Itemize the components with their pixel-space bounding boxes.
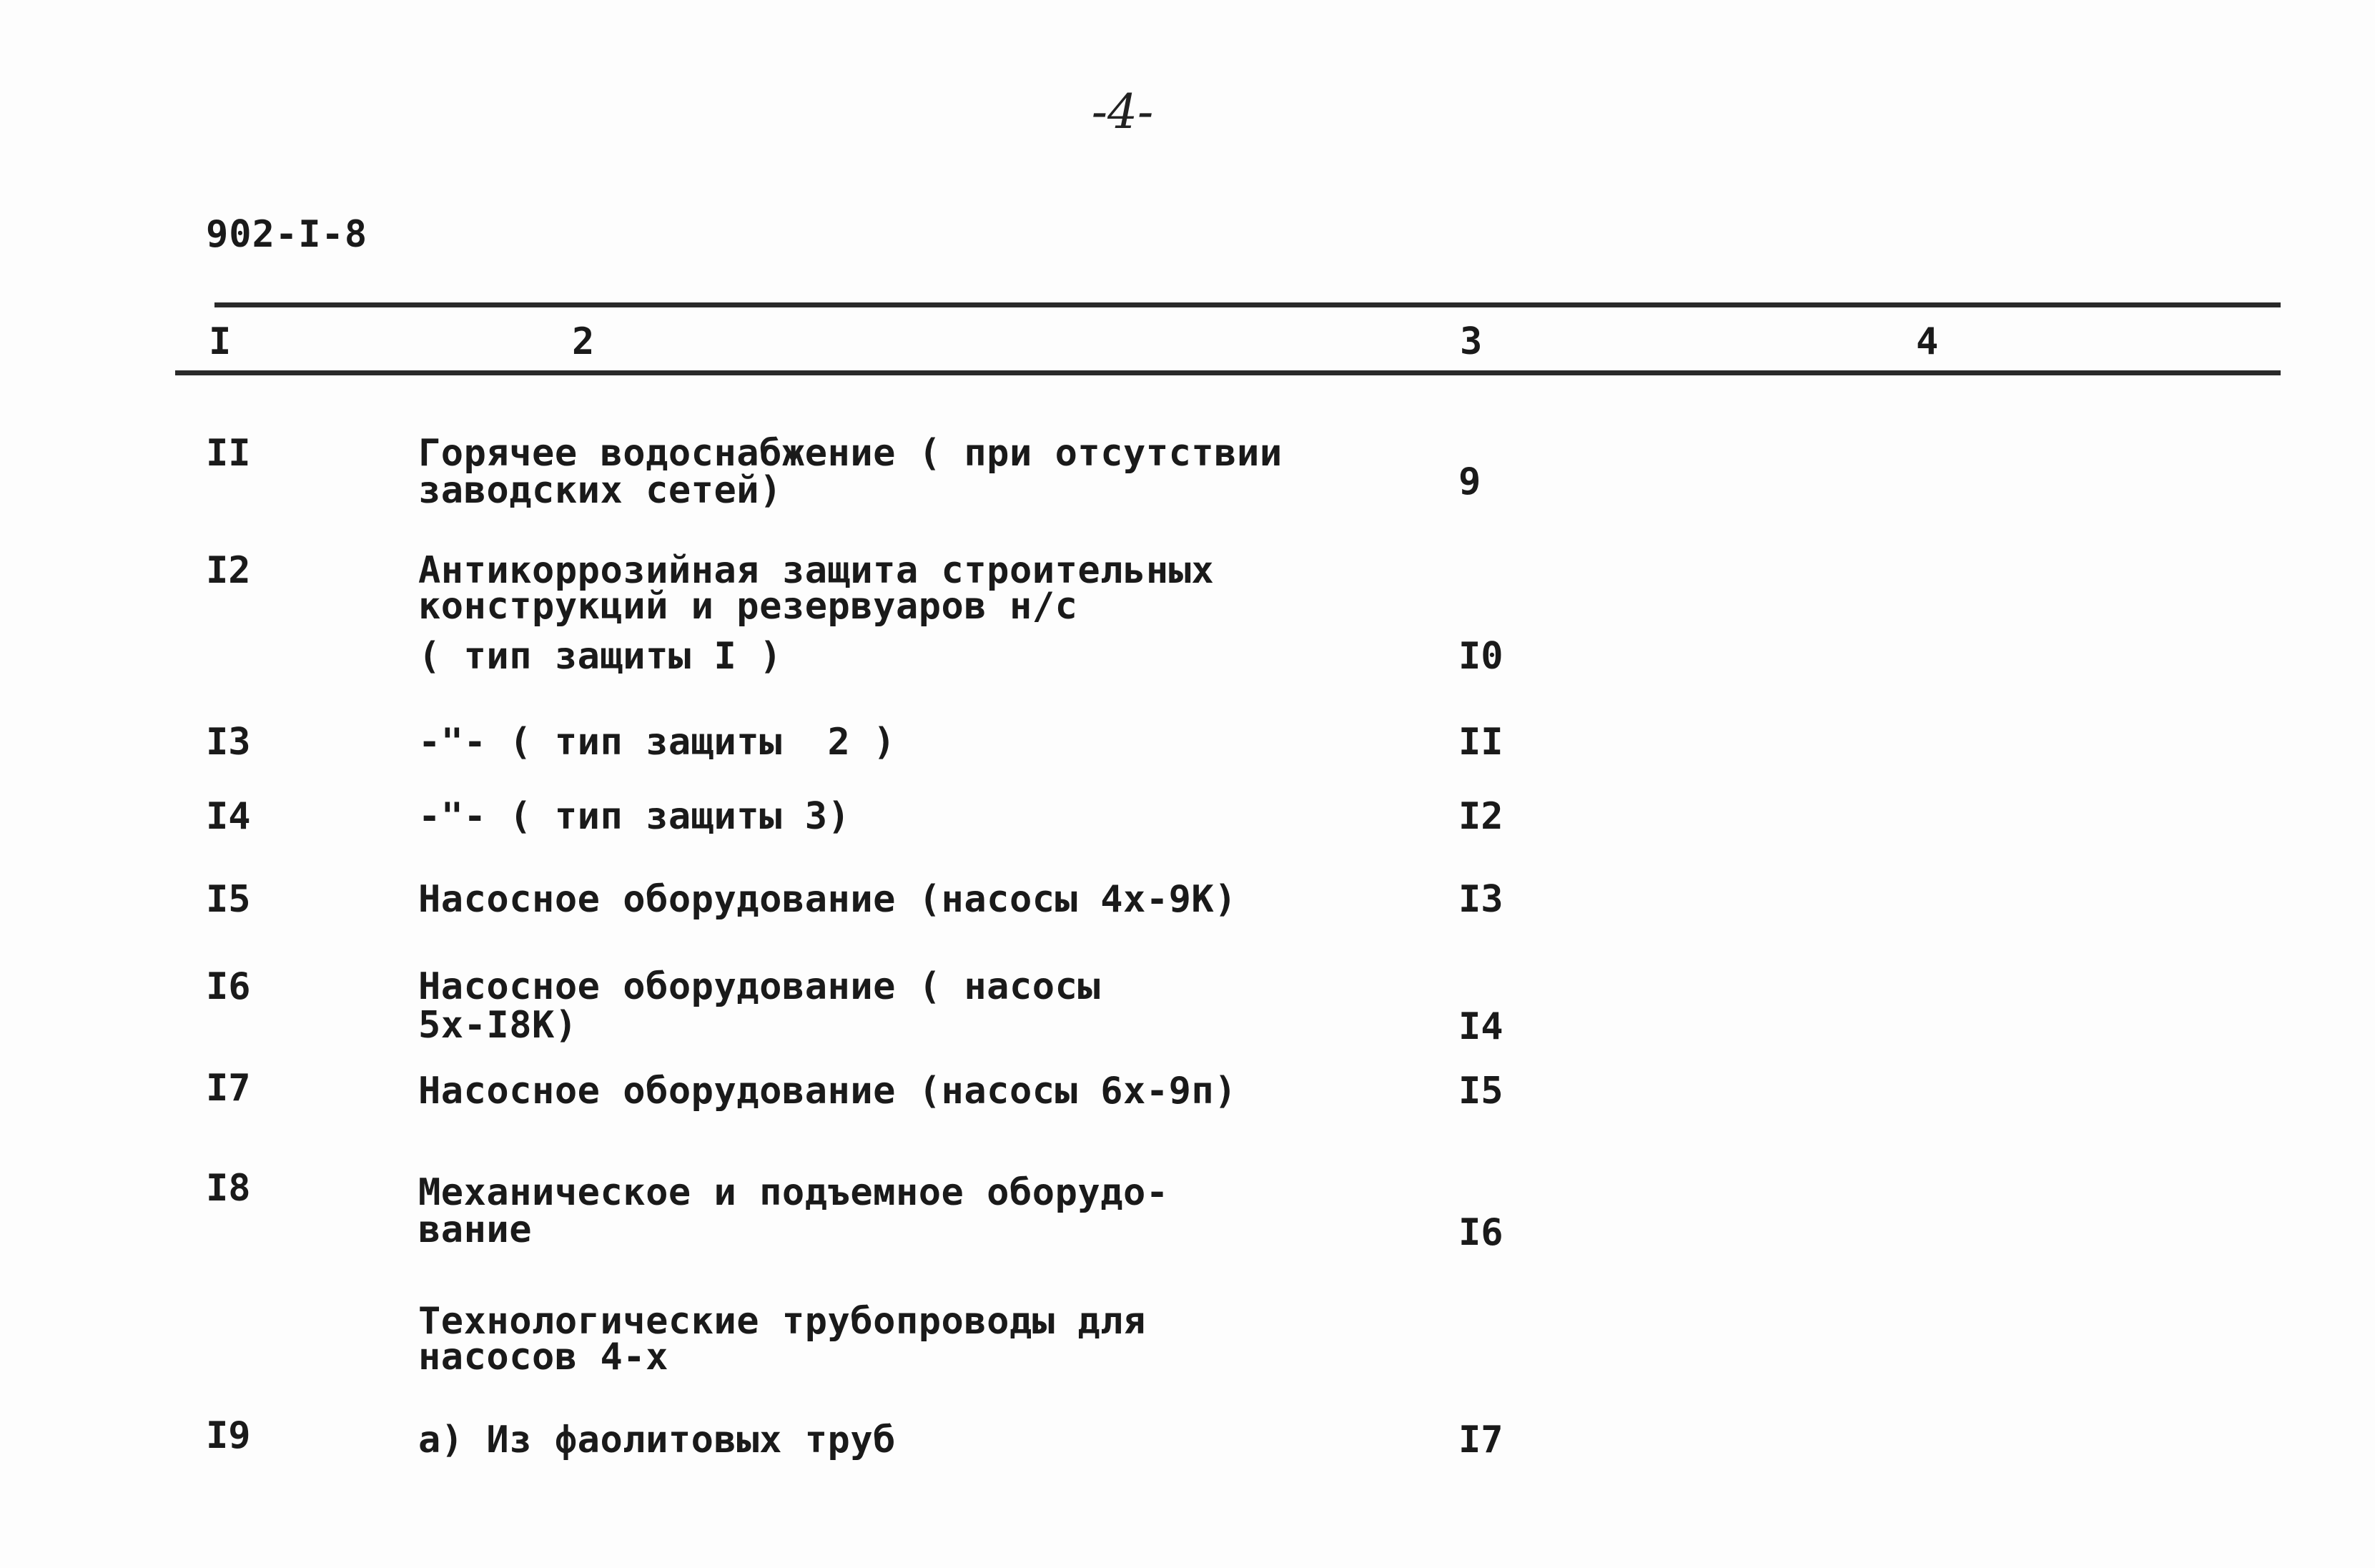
row-page: I6 — [1458, 1211, 1503, 1254]
row-number: I9 — [206, 1414, 251, 1457]
row-page: I5 — [1458, 1070, 1503, 1113]
row-text-line: заводских сетей) — [418, 469, 782, 512]
column-header-3: 3 — [1460, 320, 1483, 363]
row-text-line: Насосное оборудование ( насосы — [418, 965, 1101, 1008]
row-text-line: ( тип защиты I ) — [418, 635, 782, 678]
row-number: I2 — [206, 549, 251, 592]
table-header-rule — [175, 370, 2281, 375]
row-text-line: Антикоррозийная защита строительных — [418, 549, 1215, 592]
row-page: I2 — [1458, 795, 1503, 838]
row-text-line: насосов 4-х — [418, 1336, 668, 1379]
row-page: I4 — [1458, 1005, 1503, 1048]
row-number: I8 — [206, 1167, 251, 1210]
row-page: II — [1458, 721, 1503, 764]
row-text-line: -"- ( тип защиты 2 ) — [418, 721, 896, 764]
row-number: I3 — [206, 721, 251, 764]
table-top-rule — [214, 302, 2281, 307]
row-text-line: вание — [418, 1208, 533, 1251]
row-page: I0 — [1458, 635, 1503, 678]
column-header-4: 4 — [1916, 320, 1939, 363]
row-page: 9 — [1458, 460, 1481, 503]
row-number: II — [206, 432, 251, 475]
row-number: I5 — [206, 878, 251, 921]
document-code: 902-I-8 — [206, 213, 368, 256]
page-number: -4- — [1091, 84, 1154, 139]
row-number: I7 — [206, 1067, 251, 1110]
row-text-line: Насосное оборудование (насосы 4х-9К) — [418, 878, 1238, 921]
column-header-2: 2 — [572, 320, 595, 363]
row-page: I7 — [1458, 1419, 1503, 1461]
row-text-line: конструкций и резервуаров н/с — [418, 585, 1078, 628]
row-number: I4 — [206, 795, 251, 838]
row-text-line: Технологические трубопроводы для — [418, 1300, 1146, 1343]
row-text-line: Насосное оборудование (насосы 6х-9п) — [418, 1070, 1238, 1113]
row-number: I6 — [206, 965, 251, 1008]
row-text-line: -"- ( тип защиты 3) — [418, 795, 851, 838]
row-text-line: 5х-I8К) — [418, 1004, 578, 1047]
row-text-line: Механическое и подъемное оборудо- — [418, 1171, 1169, 1214]
row-text-line: а) Из фаолитовых труб — [418, 1419, 896, 1461]
row-text-line: Горячее водоснабжение ( при отсутствии — [418, 432, 1283, 475]
column-header-1: I — [209, 320, 232, 363]
row-page: I3 — [1458, 878, 1503, 921]
